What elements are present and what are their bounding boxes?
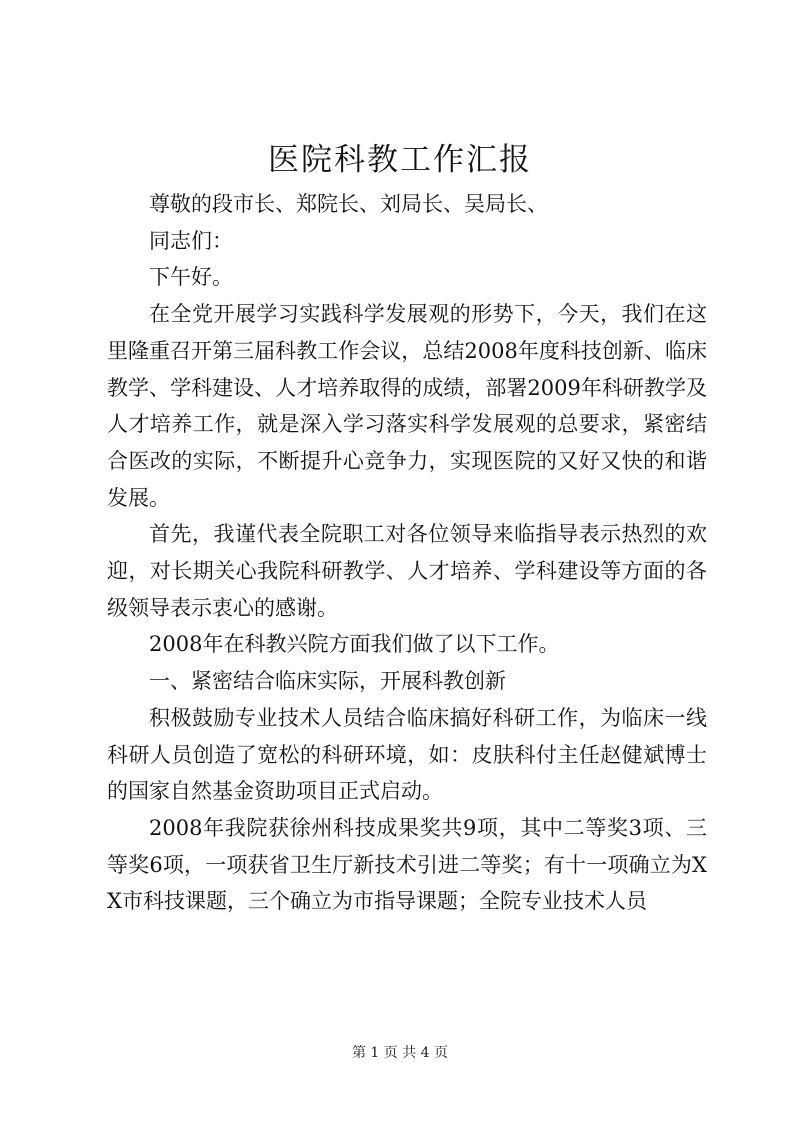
- page-number-footer: 第 1 页 共 4 页: [351, 1045, 449, 1061]
- research-encouragement-paragraph: 积极鼓励专业技术人员结合临床搞好科研工作，为临床一线科研人员创造了宽松的科研环境，如：皮肤科付主任赵健斌博士的国家自然基金资助项目正式启动。: [107, 705, 707, 804]
- thanks-paragraph: 首先，我谨代表全院职工对各位领导来临指导表示热烈的欢迎，对长期关心我院科研教学、人才培养、学科建设等方面的各级领导表示衷心的感谢。: [107, 522, 707, 620]
- section-heading-one: 一、紧密结合临床实际，开展科教创新: [149, 669, 506, 694]
- greeting-afternoon-paragraph: 下午好。: [149, 265, 233, 290]
- work-summary-paragraph: 2008年在科教兴院方面我们做了以下工作。: [149, 632, 560, 657]
- document-title: 医院科教工作汇报: [268, 142, 532, 178]
- intro-paragraph: 在全党开展学习实践科学发展观的形势下，今天，我们在这里隆重召开第三届科教工作会议，总结2008年度科技创新、临床教学、学科建设、人才培养取得的成绩，部署2009年科研教学及人才培养工作，就是深入学习落实科学发展观的总要求，紧密结合医改的实际，不断提升心竞争力，实现医院的又好又快的和谐发展。: [107, 302, 707, 510]
- awards-paragraph: 2008年我院获徐州科技成果奖共9项，其中二等奖3项、三等奖6项，一项获省卫生厅新技术引进二等奖；有十一项确立为XX市科技课题，三个确立为市指导课题；全院专业技术人员: [107, 815, 707, 914]
- salutation-paragraph: 尊敬的段市长、郑院长、刘局长、吴局长、: [149, 192, 548, 216]
- greeting-comrades-paragraph: 同志们：: [149, 228, 233, 253]
- document-body: [107, 186, 707, 920]
